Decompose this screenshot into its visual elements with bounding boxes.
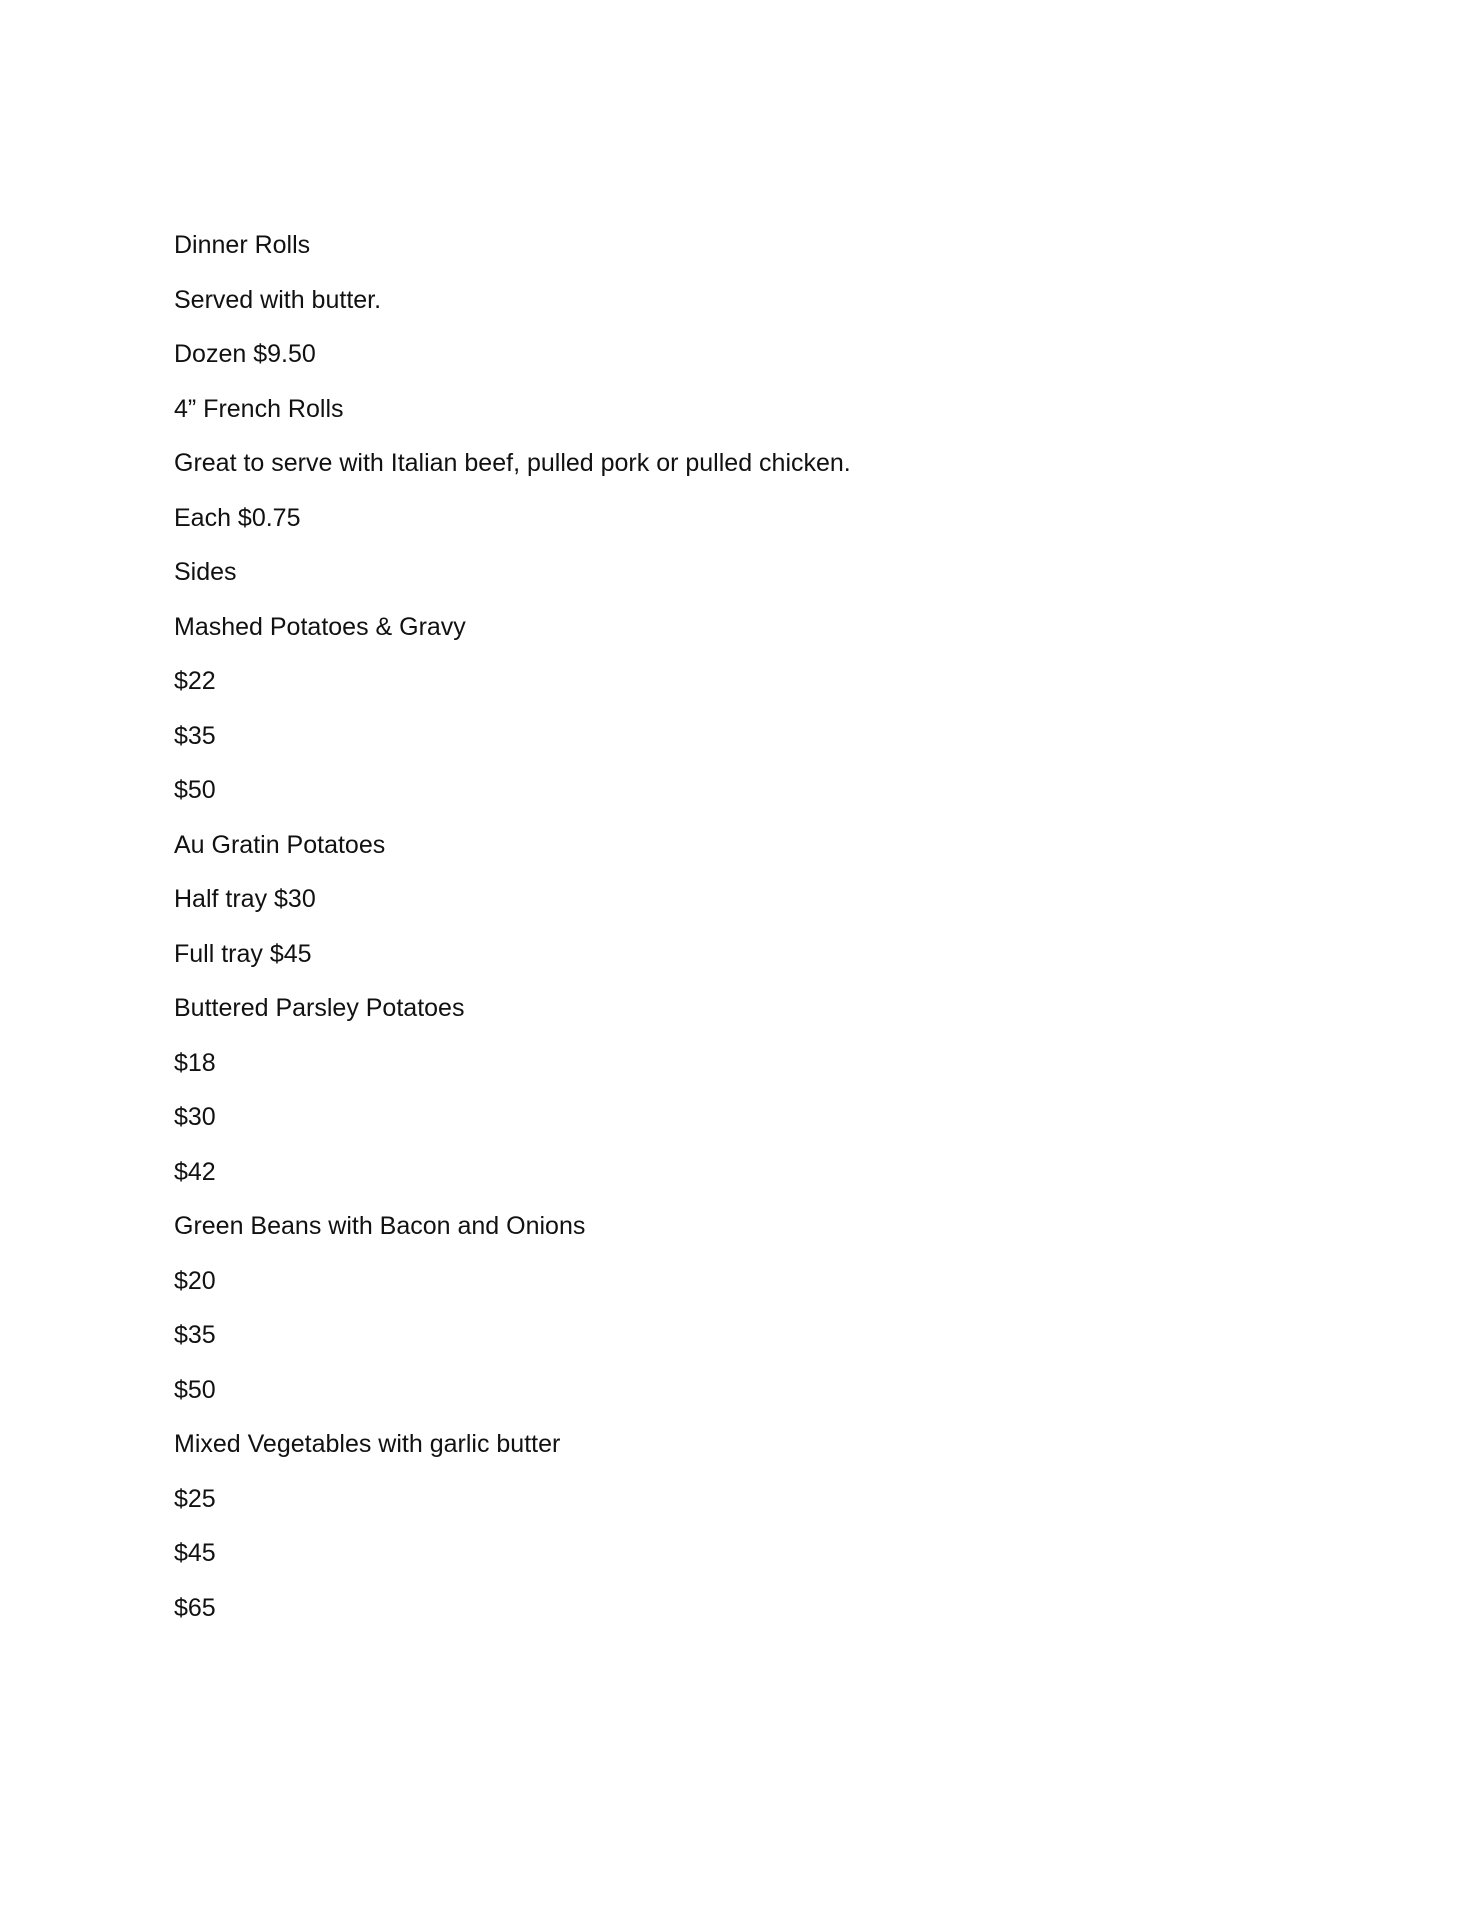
item-heading-dinner-rolls: Dinner Rolls <box>174 231 311 259</box>
item-price-line: $22 <box>174 667 216 695</box>
item-heading-mashed-potatoes: Mashed Potatoes & Gravy <box>174 612 466 641</box>
item-heading-french-rolls: 4” French Rolls <box>174 394 344 423</box>
item-price-line: Full tray $45 <box>174 939 312 968</box>
item-price-line: $35 <box>174 721 216 750</box>
item-price-line: $65 <box>174 1593 216 1622</box>
item-price-line: $50 <box>174 776 216 804</box>
item-price-dinner-rolls: Dozen $9.50 <box>174 340 316 368</box>
item-heading-parsley-potatoes: Buttered Parsley Potatoes <box>174 994 465 1022</box>
item-description-dinner-rolls: Served with butter. <box>174 285 382 314</box>
item-description-french-rolls: Great to serve with Italian beef, pulled pork or pulled chicken. <box>174 449 851 477</box>
item-price-line: $20 <box>174 1266 216 1295</box>
menu-text-body <box>174 229 851 1646</box>
item-price-line: $42 <box>174 1157 216 1186</box>
item-price-french-rolls: Each $0.75 <box>174 503 301 532</box>
item-heading-mixed-vegetables: Mixed Vegetables with garlic butter <box>174 1430 561 1458</box>
item-price-line: $18 <box>174 1048 216 1077</box>
item-price-line: $25 <box>174 1484 216 1513</box>
item-price-line: $35 <box>174 1321 216 1349</box>
item-price-line: $50 <box>174 1375 216 1404</box>
item-price-line: $30 <box>174 1103 216 1131</box>
section-heading-sides: Sides <box>174 558 237 586</box>
item-heading-green-beans: Green Beans with Bacon and Onions <box>174 1212 586 1240</box>
item-price-line: $45 <box>174 1539 216 1567</box>
item-price-line: Half tray $30 <box>174 885 316 913</box>
item-heading-au-gratin: Au Gratin Potatoes <box>174 830 386 859</box>
